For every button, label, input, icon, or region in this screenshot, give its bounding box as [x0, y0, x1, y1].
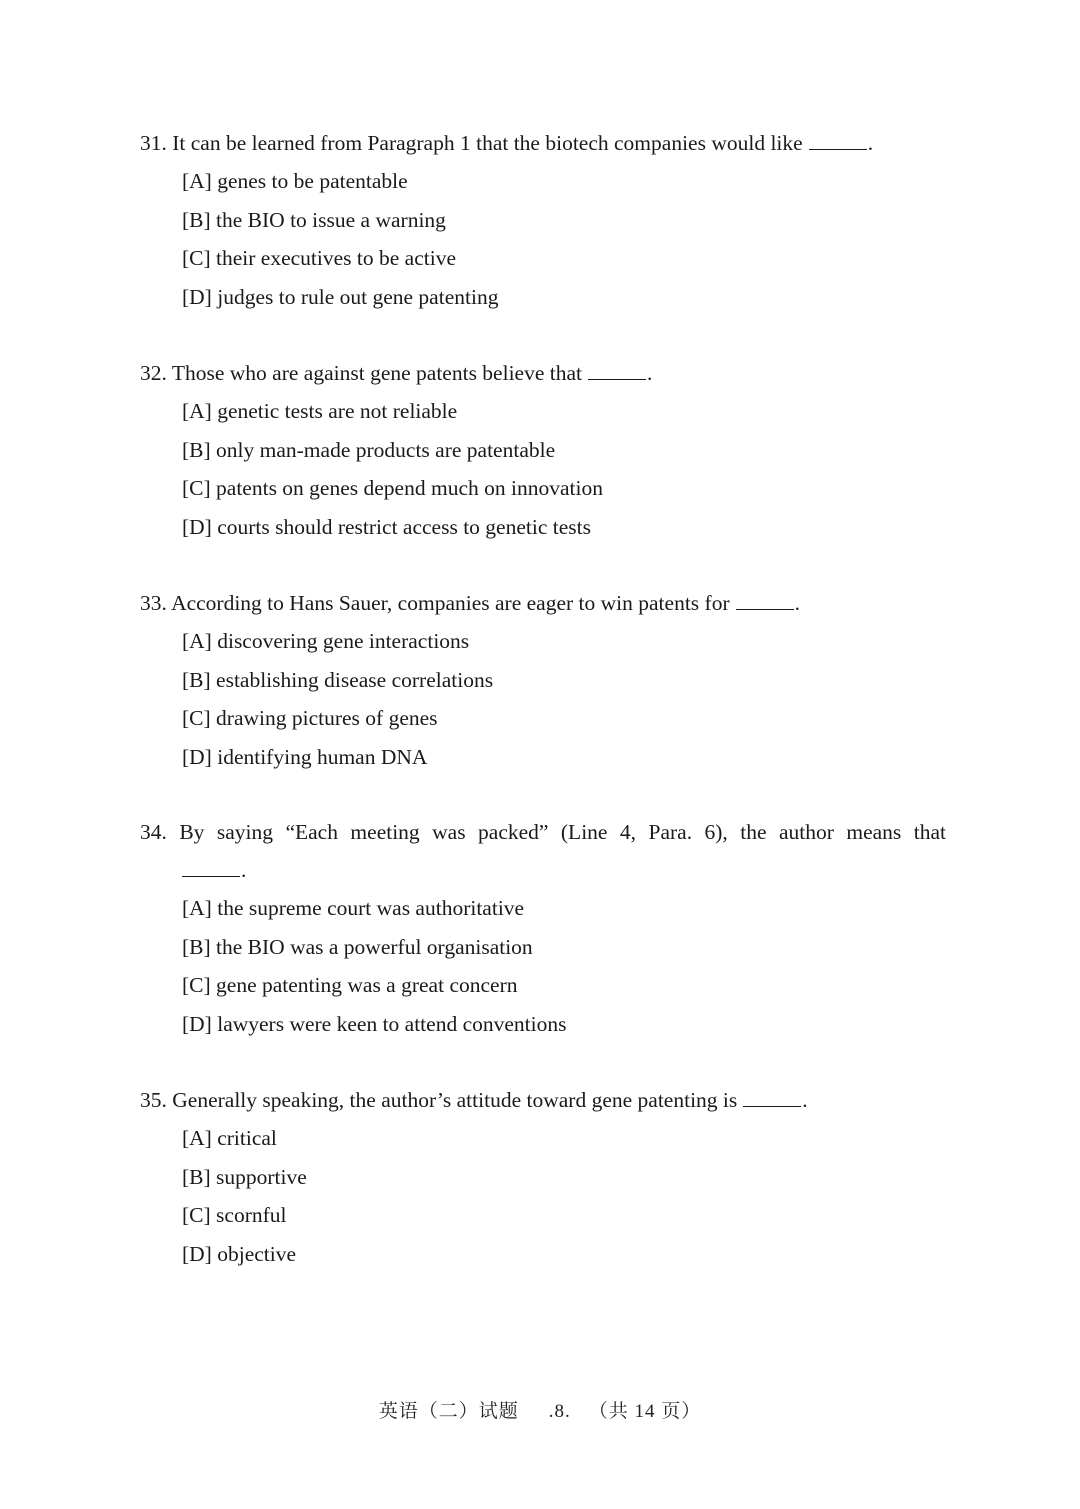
- answer-blank: [736, 593, 794, 610]
- option-b: [B] establishing disease correlations: [182, 667, 494, 692]
- option-a: [A] genetic tests are not reliable: [182, 399, 458, 423]
- question-stem: [140, 1081, 946, 1119]
- footer-page-total: （共 14 页）: [588, 1401, 702, 1422]
- stem-text: 31. It can be learned from Paragraph 1 that the biotech companies would like: [140, 131, 803, 155]
- footer-subject: 英语（二）试题: [378, 1401, 519, 1422]
- question-33: [140, 584, 946, 776]
- stem-end: .: [867, 131, 874, 155]
- stem-end: .: [647, 361, 653, 385]
- question-31: [140, 124, 946, 316]
- answer-blank-line: [182, 851, 946, 889]
- option-d: [D] lawyers were keen to attend conventions: [182, 1011, 567, 1036]
- option-list: [182, 162, 946, 316]
- option-c: [C] their executives to be active: [182, 246, 457, 270]
- option-b: [B] the BIO to issue a warning: [182, 207, 446, 232]
- option-d: [D] judges to rule out gene patenting: [182, 284, 499, 309]
- answer-blank: [743, 1090, 801, 1107]
- option-list: [182, 392, 946, 546]
- option-b: [B] only man-made products are patentable: [182, 437, 556, 462]
- stem-text: 35. Generally speaking, the author’s attitude toward gene patenting is: [140, 1088, 738, 1112]
- option-c: [C] gene patenting was a great concern: [182, 973, 518, 997]
- option-d: [D] identifying human DNA: [182, 744, 428, 769]
- footer-page-number: .8.: [548, 1401, 571, 1422]
- option-list: [182, 889, 946, 1043]
- question-stem: [140, 124, 946, 162]
- question-32: [140, 354, 946, 546]
- option-a: [A] critical: [182, 1126, 277, 1150]
- stem-end: .: [802, 1088, 808, 1112]
- option-d: [D] courts should restrict access to genetic tests: [182, 514, 591, 539]
- answer-blank: [588, 363, 646, 380]
- answer-blank: [182, 860, 240, 877]
- option-list: [182, 622, 946, 776]
- option-a: [A] the supreme court was authoritative: [182, 896, 525, 920]
- option-b: [B] supportive: [182, 1164, 307, 1189]
- option-c: [C] scornful: [182, 1203, 287, 1227]
- question-35: [140, 1081, 946, 1273]
- stem-end: .: [241, 858, 247, 882]
- stem-text: 32. Those who are against gene patents believe that: [140, 361, 582, 385]
- option-list: [182, 1119, 946, 1273]
- option-c: [C] drawing pictures of genes: [182, 706, 438, 730]
- page-footer: [0, 1396, 1080, 1423]
- question-stem: [140, 354, 946, 392]
- option-a: [A] discovering gene interactions: [182, 629, 470, 653]
- option-d: [D] objective: [182, 1241, 297, 1266]
- stem-text: 33. According to Hans Sauer, companies are eager to win patents for: [140, 591, 730, 615]
- option-c: [C] patents on genes depend much on innovation: [182, 476, 603, 500]
- option-a: [A] genes to be patentable: [182, 169, 408, 193]
- stem-text: 34. By saying “Each meeting was packed” (Line 4, Para. 6), the author means that: [140, 820, 946, 844]
- option-b: [B] the BIO was a powerful organisation: [182, 934, 533, 959]
- answer-blank: [809, 133, 867, 150]
- question-stem: [140, 584, 946, 622]
- stem-end: .: [794, 591, 800, 615]
- question-34: [140, 813, 946, 1043]
- question-stem: [140, 813, 946, 851]
